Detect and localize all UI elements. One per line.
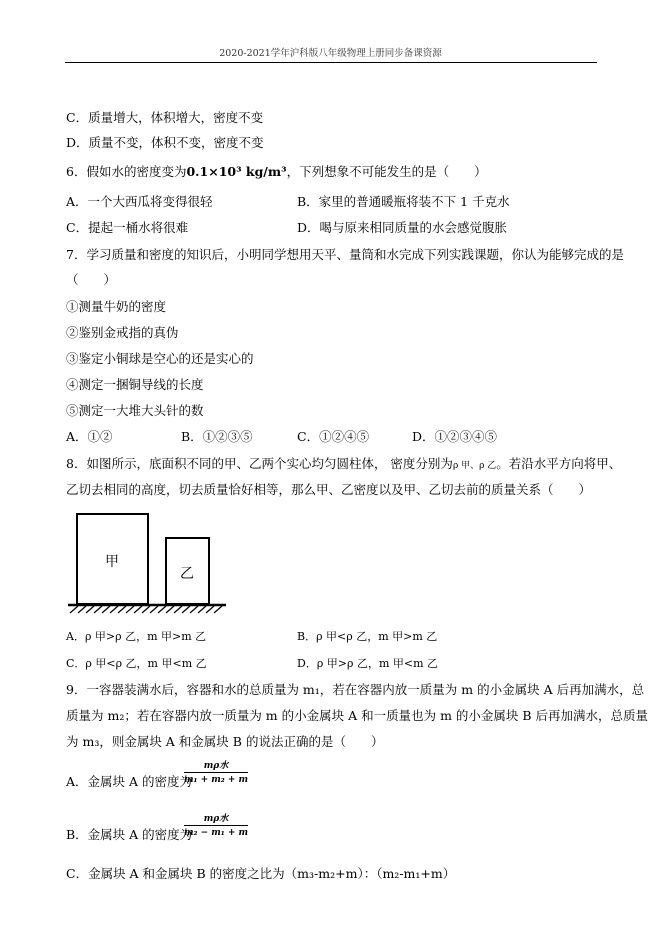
q8-stem-line1 — [66, 454, 621, 472]
q9-option-a-fraction — [184, 758, 248, 785]
q7-item-2: ②鉴别金戒指的真伪 — [66, 325, 179, 340]
q8-option-b: B．ρ 甲<ρ 乙，m 甲>m 乙 — [297, 630, 438, 643]
q6-option-a: A．一个大西瓜将变得很轻 — [66, 194, 213, 209]
q7-item-5: ⑤测定一大堆大头针的数 — [66, 403, 204, 418]
q7-option-b: B．①②③⑤ — [181, 429, 253, 444]
q8-stem-part-a: 8．如图所示，底面积不同的甲、乙两个实心均匀圆柱体， 密度分别为 — [66, 456, 453, 471]
q6-option-c: C．提起一桶水将很难 — [66, 220, 189, 235]
q7-option-a: A．①② — [66, 429, 113, 444]
q9-option-b-numerator: mρ水 — [203, 814, 229, 824]
q9-option-a-denominator: m₁ + m₂ + m — [184, 775, 249, 785]
q6-option-b: B．家里的普通暖瓶将装不下 1 千克水 — [297, 194, 510, 209]
q9-option-b-fraction — [184, 811, 248, 838]
q9-stem-line3: 为 m₃，则金属块 A 和金属块 B 的说法正确的是（ ） — [66, 734, 384, 749]
q7-option-d: D．①②③④⑤ — [412, 429, 498, 444]
q7-item-4: ④测定一捆铜导线的长度 — [66, 377, 204, 392]
page-header: 2020-2021学年沪科版八年级物理上册同步备课资源 — [219, 48, 442, 59]
q6-density-value: 0.1×10³ kg/m³ — [186, 164, 287, 179]
q7-option-c: C．①②④⑤ — [297, 429, 370, 444]
q7-stem-line2: （ ） — [66, 272, 117, 287]
q8-option-a: A．ρ 甲>ρ 乙，m 甲>m 乙 — [66, 630, 207, 643]
q9-option-a-text: A．金属块 A 的密度为 — [66, 774, 193, 789]
q8-figure — [66, 510, 236, 616]
label-yi: 乙 — [180, 566, 194, 582]
q5-option-c: C．质量增大，体积增大，密度不变 — [66, 110, 264, 125]
q7-stem-line1: 7．学习质量和密度的知识后，小明同学想用天平、量筒和水完成下列实践课题，你认为能够完成的是 — [66, 247, 624, 262]
q9-option-b-text: B．金属块 A 的密度为 — [66, 827, 193, 842]
q7-item-3: ③鉴定小铜球是空心的还是实心的 — [66, 351, 254, 366]
q6-option-d: D．喝与原来相同质量的水会感觉腹胀 — [297, 220, 508, 235]
q6-stem-part-b: ，下列想象不可能发生的是（ ） — [286, 164, 487, 179]
q8-stem-part-b: 。若沿水平方向将甲、 — [496, 456, 622, 471]
q8-option-d: D．ρ 甲>ρ 乙，m 甲<m 乙 — [297, 657, 439, 670]
q5-option-d: D．质量不变，体积不变，密度不变 — [66, 135, 264, 150]
ground-hatching — [70, 606, 222, 613]
header-rule — [65, 62, 597, 63]
q8-option-c: C．ρ 甲<ρ 乙，m 甲<m 乙 — [66, 657, 207, 670]
q8-stem-line2: 乙切去相同的高度，切去质量恰好相等，那么甲、乙密度以及甲、乙切去前的质量关系（ ） — [66, 482, 592, 497]
label-jia: 甲 — [105, 554, 119, 570]
q9-option-b-denominator: m₂ − m₁ + m — [184, 828, 249, 838]
q6-stem-part-a: 6．假如水的密度变为 — [66, 164, 187, 179]
q9-stem-line1: 9．一容器装满水后，容器和水的总质量为 m₁，若在容器内放一质量为 m 的小金属块 A 后再加满水，总 — [66, 682, 645, 697]
q6-stem — [66, 162, 487, 180]
q8-rho-symbols: ρ 甲、ρ 乙 — [452, 461, 497, 471]
q9-option-c: C．金属块 A 和金属块 B 的密度之比为（m₃-m₂+m）：（m₂-m₁+m） — [66, 866, 456, 881]
q9-option-a-numerator: mρ水 — [203, 761, 229, 771]
q7-item-1: ①测量牛奶的密度 — [66, 299, 167, 314]
q9-stem-line2: 质量为 m₂；若在容器内放一质量为 m 的小金属块 A 和一质量也为 m 的小金属块 B 后再加满水，总质量 — [66, 708, 649, 723]
